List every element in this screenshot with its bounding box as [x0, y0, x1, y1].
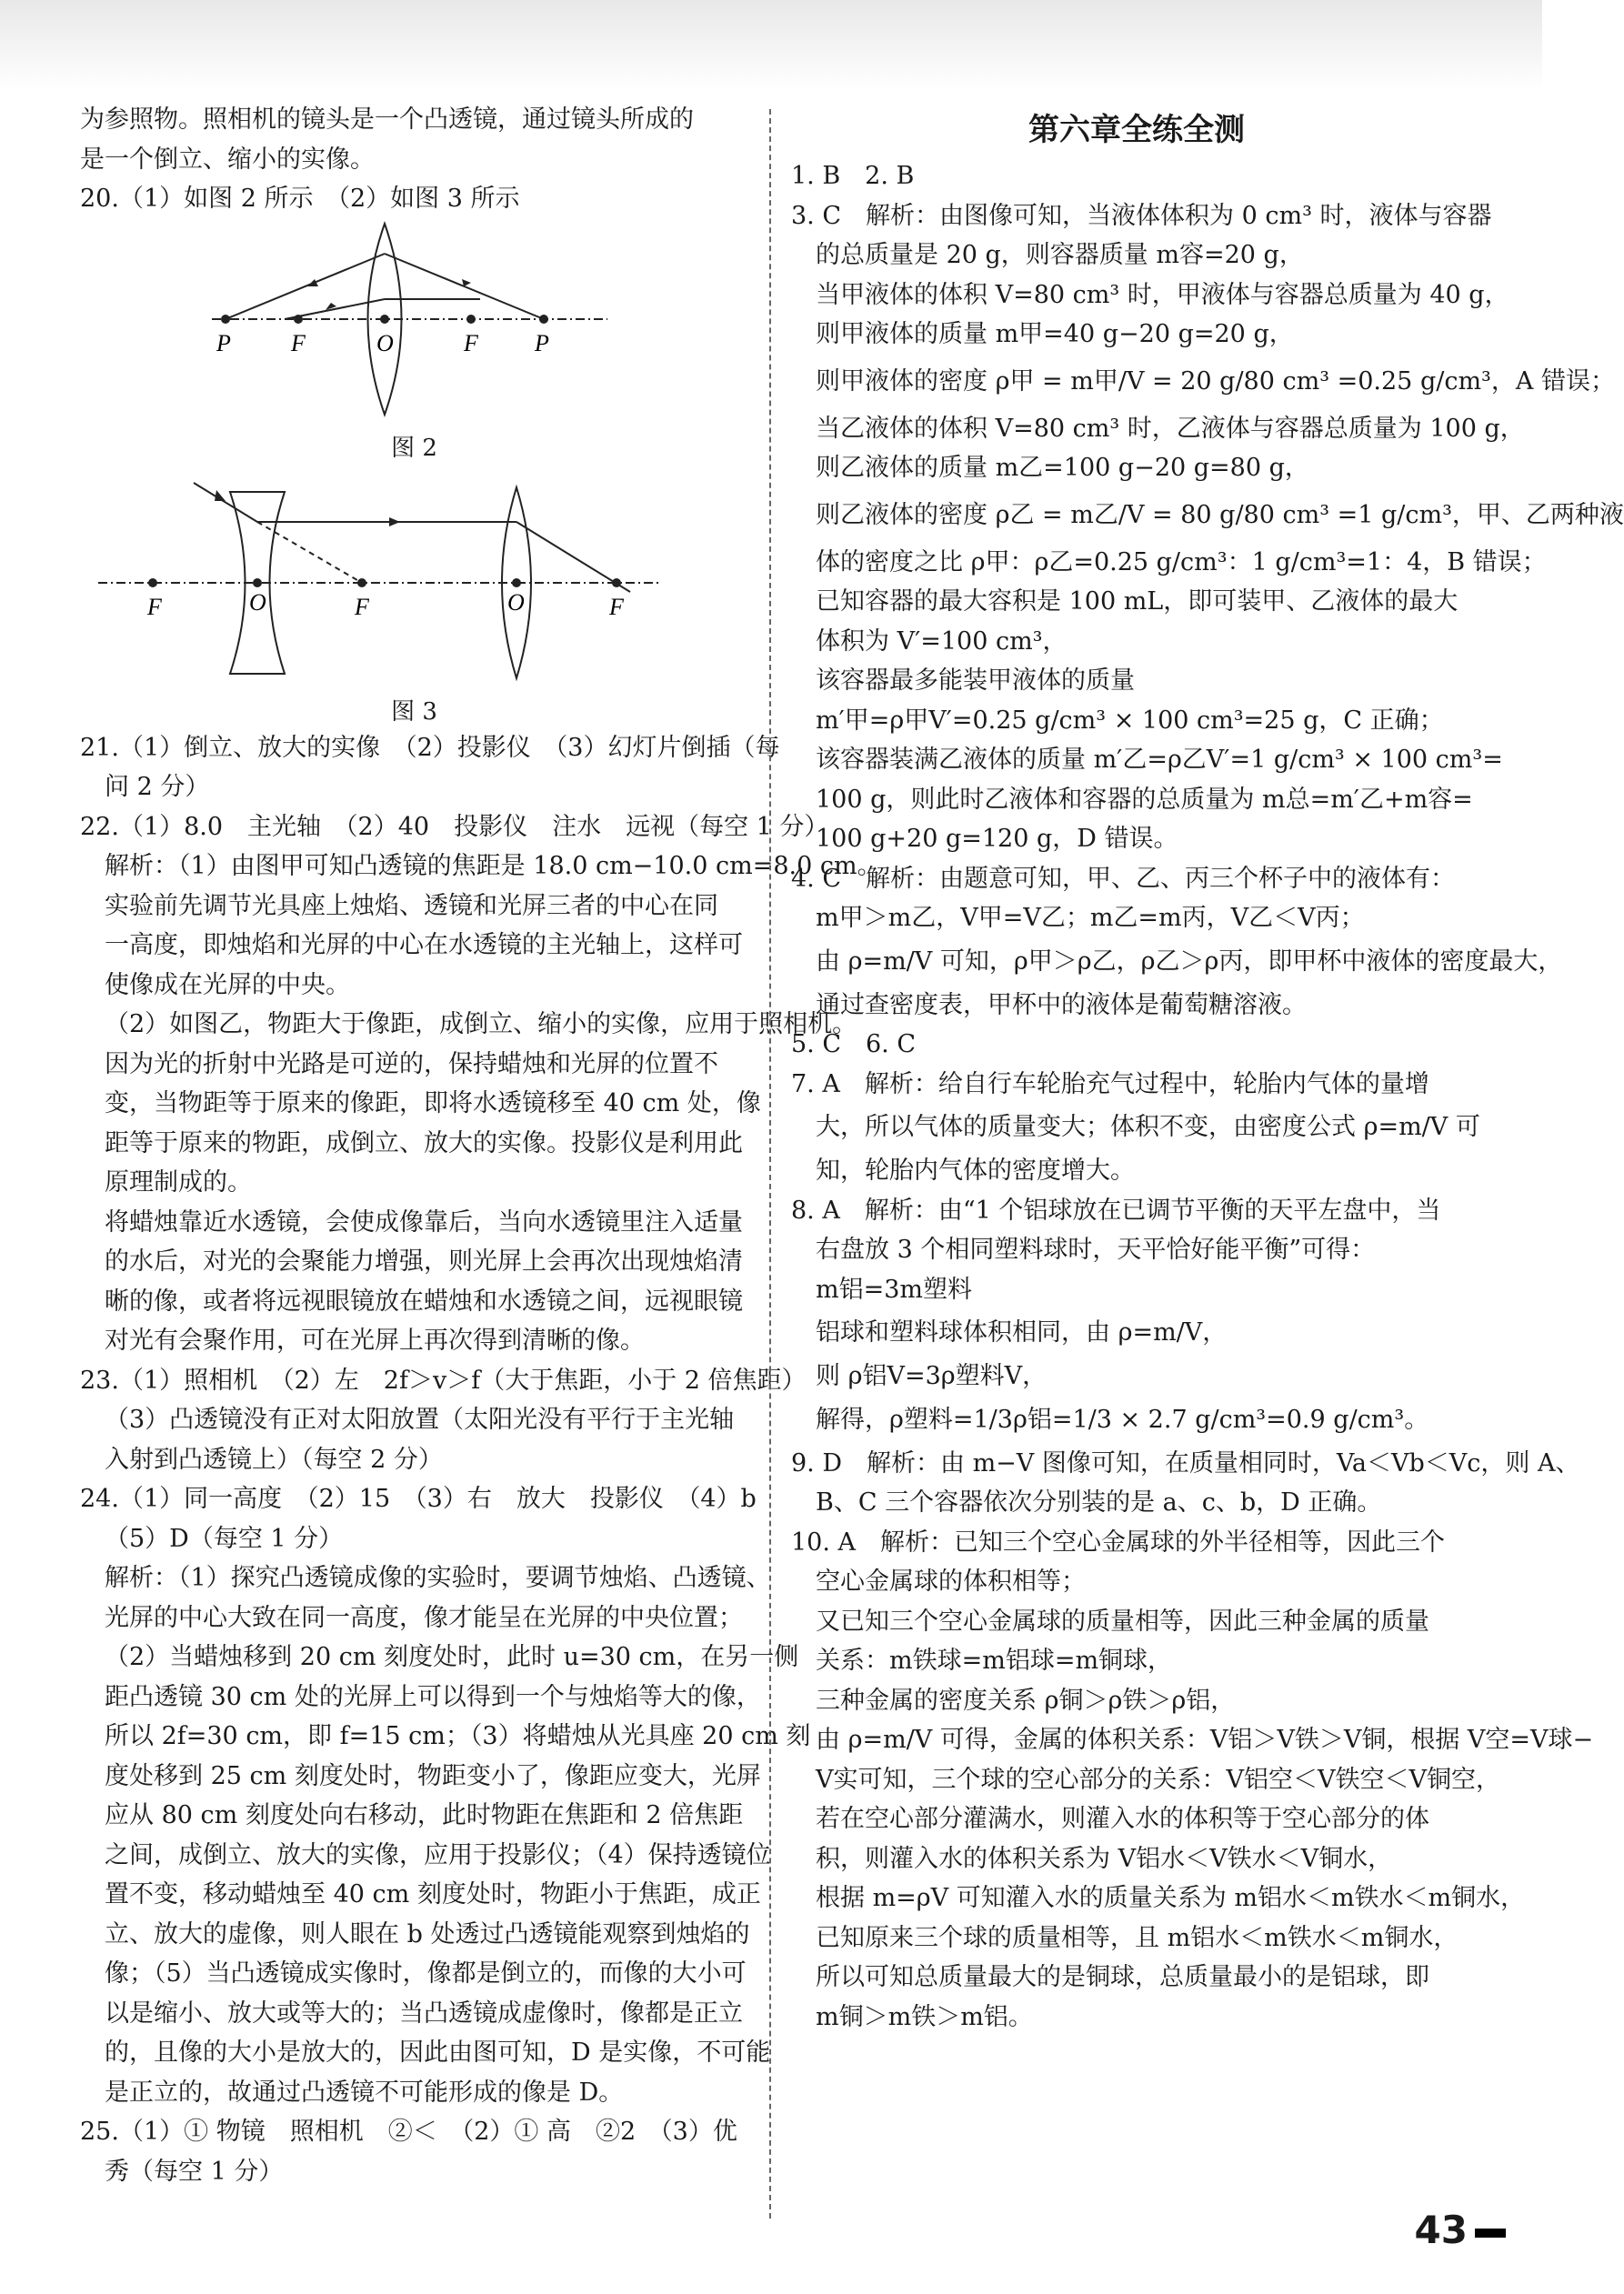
- answer-line: 22.（1）8.0 主光轴 （2）40 投影仪 注水 远视（每空 1 分）: [80, 812, 829, 841]
- answer-line: 体的密度之比 ρ甲：ρ乙=0.25 g/cm³：1 g/cm³=1：4，B 错误；: [816, 547, 1547, 576]
- text-line: 为参照物。照相机的镜头是一个凸透镜，通过镜头所成的: [80, 105, 694, 134]
- answer-line: 是正立的，故通过凸透镜不可能形成的像是 D。: [105, 2078, 624, 2107]
- answer-line: m铝=3m塑料: [816, 1275, 973, 1304]
- answer-line: 已知原来三个球的质量相等，且 m铝水＜m铁水＜m铜水，: [816, 1923, 1459, 1952]
- answer-line: 一高度，即烛焰和光屏的中心在水透镜的主光轴上，这样可: [105, 931, 743, 959]
- answer-line: 对光有会聚作用，可在光屏上再次得到清晰的像。: [105, 1327, 645, 1355]
- answer-line: 右盘放 3 个相同塑料球时，天平恰好能平衡”可得：: [816, 1236, 1376, 1264]
- answer-line: 若在空心部分灌满水，则灌入水的体积等于空心部分的体: [816, 1805, 1429, 1833]
- answer-line: 距等于原来的物距，成倒立、放大的实像。投影仪是利用此: [105, 1128, 743, 1157]
- answer-line: 根据 m=ρV 可知灌入水的质量关系为 m铝水＜m铁水＜m铜水，: [816, 1884, 1526, 1912]
- answer-line: 使像成在光屏的中央。: [105, 970, 350, 999]
- point-marker: [380, 315, 389, 324]
- answer-line: 该容器最多能装甲液体的质量: [816, 666, 1135, 695]
- label-F: F: [291, 329, 306, 356]
- label-F: F: [355, 593, 369, 620]
- arrow-icon: [215, 490, 226, 501]
- answer-line: 秀（每空 1 分）: [105, 2157, 284, 2186]
- answer-line: 9. D 解析：由 m−V 图像可知，在质量相同时，Va＜Vb＜Vc，则 A、: [791, 1448, 1580, 1478]
- text-line: 20.（1）如图 2 所示 （2）如图 3 所示: [80, 185, 520, 213]
- answer-line: 24.（1）同一高度 （2）15 （3）右 放大 投影仪 （4）b: [80, 1485, 757, 1513]
- point-marker: [294, 315, 303, 324]
- answer-line: 立、放大的虚像，则人眼在 b 处透过凸透镜能观察到烛焰的: [105, 1919, 750, 1948]
- label-F: F: [147, 593, 162, 620]
- page-top-shading: [0, 0, 1542, 91]
- answer-line: 关系：m铁球=m铝球=m铜球，: [816, 1647, 1173, 1675]
- figure-2-diagram: [80, 219, 748, 428]
- answer-line: 光屏的中心大致在同一高度，像才能呈在光屏的中央位置；: [105, 1603, 743, 1632]
- answer-line: 距凸透镜 30 cm 处的光屏上可以得到一个与烛焰等大的像，: [105, 1682, 761, 1711]
- answer-line: 由 ρ=m/V 可得，金属的体积关系：V铝＞V铁＞V铜，根据 V空=V球−: [816, 1726, 1594, 1754]
- answer-line: 4. C 解析：由题意可知，甲、乙、丙三个杯子中的液体有：: [791, 864, 1456, 893]
- answer-line: 原理制成的。: [105, 1168, 252, 1197]
- answer-line: 已知容器的最大容积是 100 mL，即可装甲、乙液体的最大: [816, 587, 1459, 616]
- answer-line: 体积为 V′=100 cm³，: [816, 626, 1068, 656]
- arrow-icon: [307, 279, 318, 286]
- page-number: [1415, 2208, 1506, 2252]
- answer-line: 则 ρ铝V=3ρ塑料V，: [816, 1362, 1048, 1390]
- answer-line: 解析：（1）由图甲可知凸透镜的焦距是 18.0 cm−10.0 cm=8.0 cm。: [105, 852, 882, 880]
- answer-line: 当甲液体的体积 V=80 cm³ 时，甲液体与容器总质量为 40 g，: [816, 280, 1509, 309]
- chapter-title: 第六章全练全测: [1028, 112, 1245, 148]
- label-P: P: [535, 329, 549, 356]
- ray: [385, 254, 544, 319]
- point-marker: [612, 578, 621, 587]
- answer-line: 8. A 解析：由“1 个铝球放在已调节平衡的天平左盘中，当: [791, 1196, 1441, 1225]
- page-number-text: 43: [1414, 2208, 1468, 2252]
- answer-line: 问 2 分）: [105, 773, 210, 801]
- answer-line: 晰的像，或者将远视眼镜放在蜡烛和水透镜之间，远视眼镜: [105, 1287, 743, 1316]
- answer-line: 解析：（1）探究凸透镜成像的实验时，要调节烛焰、凸透镜、: [105, 1564, 771, 1592]
- point-marker: [539, 315, 548, 324]
- answer-line: 大，所以气体的质量变大；体积不变，由密度公式 ρ=m/V 可: [816, 1113, 1480, 1141]
- answer-line: 变，当物距等于原来的像距，即将水透镜移至 40 cm 处，像: [105, 1089, 761, 1117]
- answer-line: 5. C 6. C: [791, 1030, 917, 1058]
- page-number-bar: [1475, 2229, 1506, 2238]
- label-F: F: [609, 593, 624, 620]
- answer-line: 的，且像的大小是放大的，因此由图可知，D 是实像，不可能: [105, 2039, 771, 2067]
- answer-line: 积，则灌入水的体积关系为 V铝水＜V铁水＜V铜水，: [816, 1844, 1393, 1873]
- answer-line: 因为光的折射中光路是可逆的，保持蜡烛和光屏的位置不: [105, 1049, 718, 1078]
- label-P: P: [216, 329, 231, 356]
- answer-line: 当乙液体的体积 V=80 cm³ 时，乙液体与容器总质量为 100 g，: [816, 414, 1525, 443]
- label-O: O: [507, 588, 525, 616]
- answer-line: 所以可知总质量最大的是铜球，总质量最小的是铝球，即: [816, 1963, 1429, 1991]
- answer-line: 铝球和塑料球体积相同，由 ρ=m/V，: [816, 1318, 1228, 1347]
- answer-line: 像；（5）当凸透镜成实像时，像都是倒立的，而像的大小可: [105, 1959, 747, 1988]
- answer-line: 置不变，移动蜡烛至 40 cm 刻度处时，物距小于焦距，成正: [105, 1880, 761, 1908]
- figure-3-caption: 图 3: [391, 697, 437, 726]
- answer-line: 空心金属球的体积相等；: [816, 1568, 1086, 1596]
- label-F: F: [464, 329, 478, 356]
- answer-line: 将蜡烛靠近水透镜，会使成像靠后，当向水透镜里注入适量: [105, 1207, 743, 1237]
- answer-line: 1. B 2. B: [791, 162, 915, 190]
- answer-line: 度处移到 25 cm 刻度处时，物距变小了，像距应变大，光屏: [105, 1761, 761, 1790]
- answer-line: 的总质量是 20 g，则容器质量 m容=20 g，: [816, 241, 1304, 269]
- answer-line: 100 g，则此时乙液体和容器的总质量为 m总=m′乙+m容=: [816, 785, 1473, 814]
- answer-line: B、C 三个容器依次分别装的是 a、c、b，D 正确。: [816, 1488, 1382, 1517]
- answer-line: 该容器装满乙液体的质量 m′乙=ρ乙V′=1 g/cm³ × 100 cm³=: [816, 746, 1503, 774]
- point-marker: [148, 578, 157, 587]
- answer-line: 以是缩小、放大或等大的；当凸透镜成虚像时，像都是正立: [105, 1998, 743, 2028]
- answer-line: m甲＞m乙，V甲=V乙；m乙=m丙，V乙＜V丙；: [816, 904, 1365, 932]
- answer-line: 则甲液体的密度 ρ甲 = m甲/V = 20 g/80 cm³ =0.25 g/cm³，A 错误；: [816, 366, 1615, 396]
- answer-line: 实验前先调节光具座上烛焰、透镜和光屏三者的中心在同: [105, 891, 718, 920]
- answer-line: 三种金属的密度关系 ρ铜＞ρ铁＞ρ铝，: [816, 1686, 1236, 1715]
- extension-line: [257, 522, 362, 583]
- answer-line: 则乙液体的质量 m乙=100 g−20 g=80 g，: [816, 454, 1309, 482]
- answer-line: 10. A 解析：已知三个空心金属球的外半径相等，因此三个: [791, 1528, 1446, 1557]
- answer-line: （3）凸透镜没有正对太阳放置（太阳光没有平行于主光轴: [105, 1406, 735, 1434]
- point-marker: [512, 578, 521, 587]
- label-O: O: [249, 588, 266, 616]
- figure-2-caption: 图 2: [391, 434, 437, 462]
- ray: [194, 483, 257, 522]
- figure-3-diagram: [80, 465, 748, 692]
- answer-line: 知，轮胎内气体的密度增大。: [816, 1157, 1135, 1185]
- figure-3: [80, 465, 748, 728]
- answer-line: 100 g+20 g=120 g，D 错误。: [816, 825, 1178, 853]
- answer-line: 又已知三个空心金属球的质量相等，因此三种金属的质量: [816, 1607, 1429, 1636]
- answer-line: 23.（1）照相机 （2）左 2f＞v＞f（大于焦距，小于 2 倍焦距）: [80, 1366, 807, 1395]
- point-marker: [253, 578, 262, 587]
- answer-line: m铜＞m铁＞m铝。: [816, 2002, 1033, 2031]
- text-line: 是一个倒立、缩小的实像。: [80, 145, 375, 174]
- answer-line: 之间，成倒立、放大的实像，应用于投影仪；（4）保持透镜位: [105, 1840, 771, 1869]
- answer-line: （5）D（每空 1 分）: [105, 1524, 344, 1553]
- answer-line: 7. A 解析：给自行车轮胎充气过程中，轮胎内气体的量增: [791, 1069, 1429, 1098]
- arrow-icon: [389, 517, 400, 526]
- answer-line: 则乙液体的密度 ρ乙 = m乙/V = 80 g/80 cm³ =1 g/cm³，甲、乙两种液: [816, 500, 1624, 529]
- column-divider: [769, 109, 771, 2219]
- answer-line: 入射到凸透镜上）（每空 2 分）: [105, 1445, 443, 1474]
- answer-line: 则甲液体的质量 m甲=40 g−20 g=20 g，: [816, 320, 1294, 348]
- answer-line: 解得，ρ塑料=1/3ρ铝=1/3 × 2.7 g/cm³=0.9 g/cm³。: [816, 1405, 1429, 1434]
- answer-line: 21.（1）倒立、放大的实像 （2）投影仪 （3）幻灯片倒插（每: [80, 733, 780, 762]
- right-column: [791, 107, 1624, 2037]
- ray: [226, 254, 385, 319]
- answer-line: V实可知，三个球的空心部分的关系：V铝空＜V铁空＜V铜空，: [816, 1765, 1500, 1794]
- point-marker: [466, 315, 476, 324]
- answer-line: m′甲=ρ甲V′=0.25 g/cm³ × 100 cm³=25 g，C 正确；: [816, 706, 1444, 735]
- answer-line: 25.（1）① 物镜 照相机 ②＜ （2）① 高 ②2 （3）优: [80, 2118, 737, 2146]
- answer-line: 由 ρ=m/V 可知，ρ甲＞ρ乙，ρ乙＞ρ丙，即甲杯中液体的密度最大，: [816, 947, 1563, 976]
- answer-line: （2）当蜡烛移到 20 cm 刻度处时，此时 u=30 cm，在另一侧: [105, 1643, 799, 1671]
- label-O: O: [376, 329, 394, 356]
- figure-2: [80, 219, 748, 465]
- answer-line: 的水后，对光的会聚能力增强，则光屏上会再次出现烛焰清: [105, 1247, 743, 1276]
- answer-line: 所以 2f=30 cm，即 f=15 cm；（3）将蜡烛从光具座 20 cm 刻: [105, 1722, 811, 1750]
- answer-line: （2）如图乙，物距大于像距，成倒立、缩小的实像，应用于照相机。: [105, 1010, 857, 1038]
- answer-line: 应从 80 cm 刻度处向右移动，此时物距在焦距和 2 倍焦距: [105, 1801, 744, 1829]
- answer-line: 3. C 解析：由图像可知，当液体体积为 0 cm³ 时，液体与容器: [791, 201, 1492, 230]
- point-marker: [221, 315, 230, 324]
- answer-line: 通过查密度表，甲杯中的液体是葡萄糖溶液。: [816, 990, 1307, 1019]
- point-marker: [357, 578, 366, 587]
